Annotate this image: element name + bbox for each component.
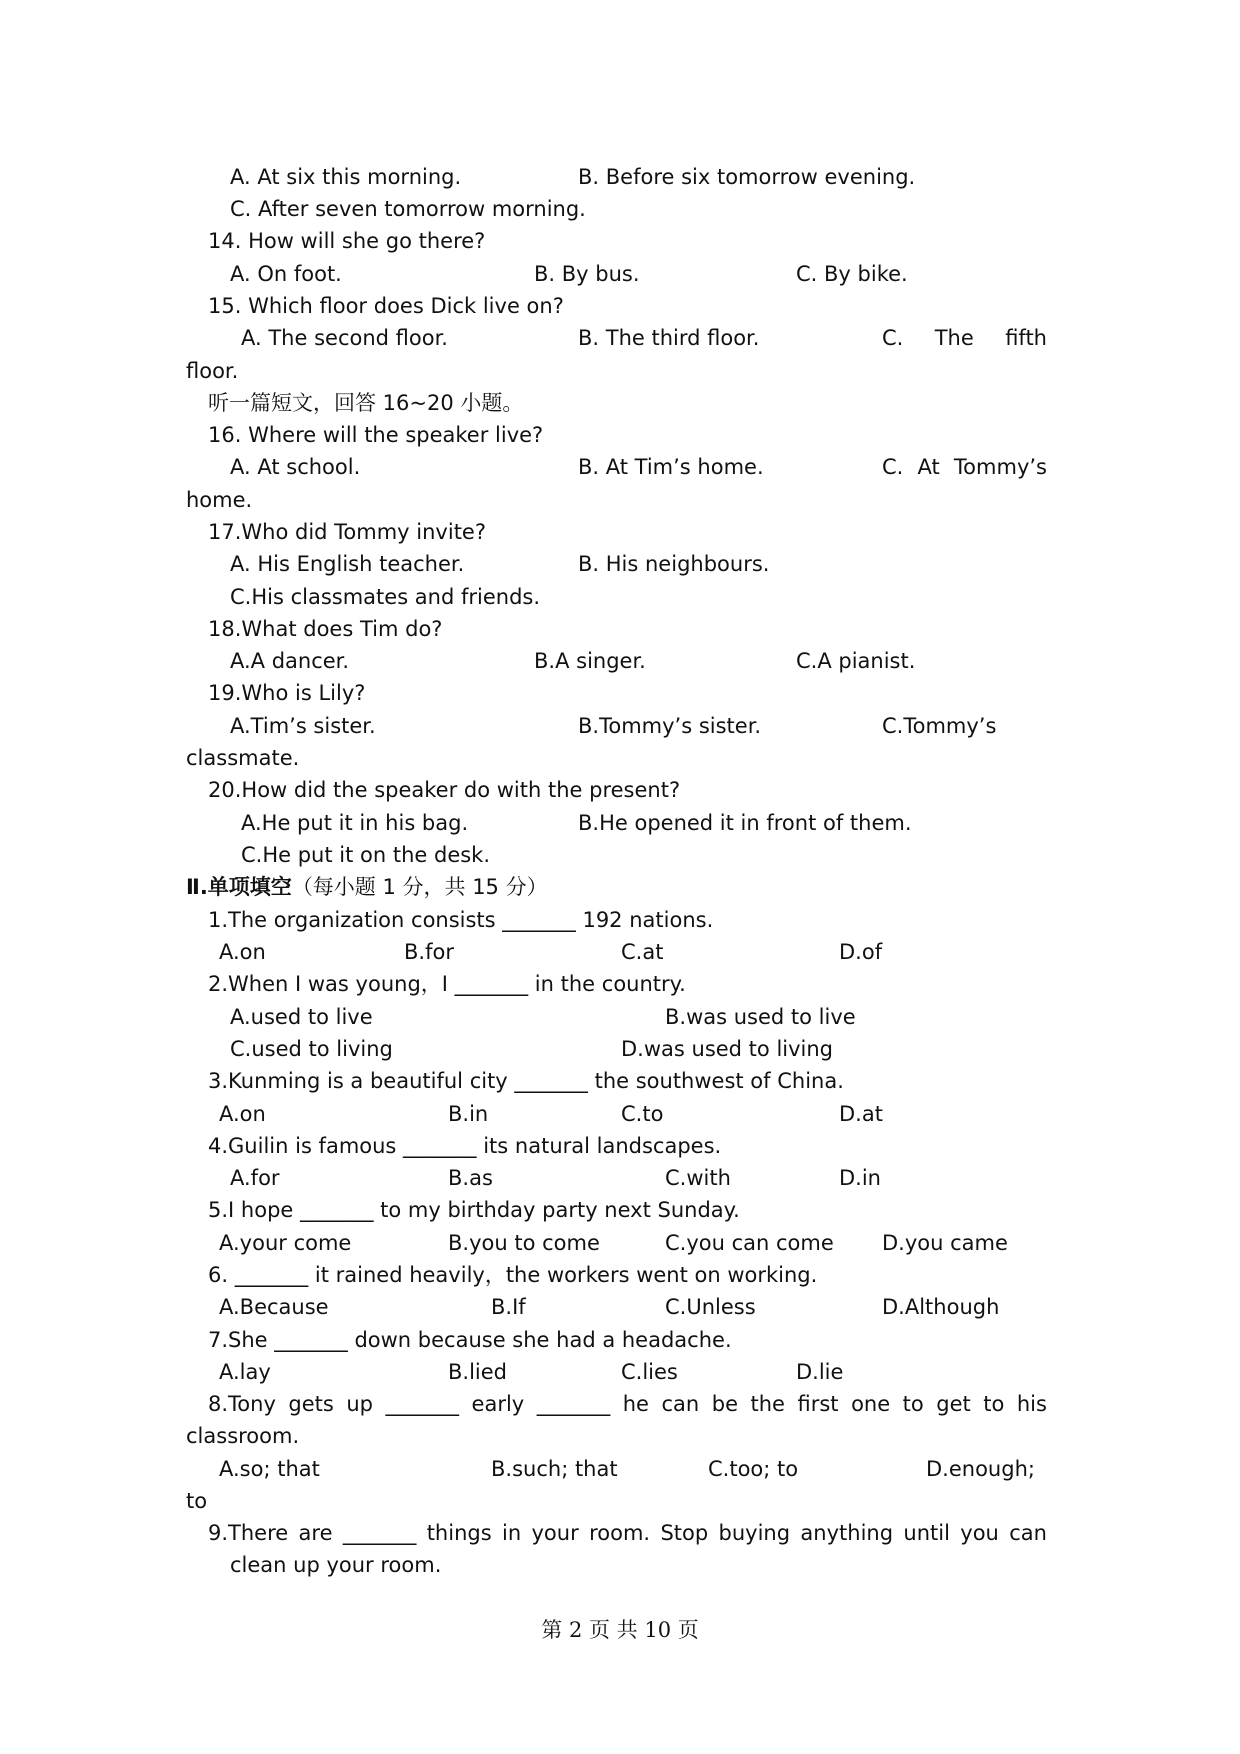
s2-q9-word: Stop <box>660 1521 709 1545</box>
q15-question: 15. Which floor does Dick live on? <box>208 294 564 318</box>
q16-option-c-word: Tommy’s <box>953 455 1047 479</box>
s2-q8-word: he <box>622 1392 649 1416</box>
passage-instruction: 听一篇短文，回答 16~20 小题。 <box>208 391 524 415</box>
q18-option-b: B.A singer. <box>534 649 646 673</box>
s2-q8-word: gets <box>288 1392 334 1416</box>
s2-q9-word: can <box>1009 1521 1047 1545</box>
s2-q9-word: your <box>531 1521 579 1545</box>
s2-q8-option-a: A.so; that <box>219 1457 320 1481</box>
s2-q1-option-d: D.of <box>839 940 883 964</box>
q20-question: 20.How did the speaker do with the present? <box>208 778 681 802</box>
s2-q8-word: the <box>750 1392 785 1416</box>
q14-option-c: C. By bike. <box>796 262 908 286</box>
s2-q8-question <box>208 1388 1047 1420</box>
q19-option-b: B.Tommy’s sister. <box>578 714 762 738</box>
q13-option-a: A. At six this morning. <box>230 165 462 189</box>
q16-question: 16. Where will the speaker live? <box>208 423 544 447</box>
q16-option-c-word: C. <box>882 455 904 479</box>
s2-q9-word: you <box>960 1521 999 1545</box>
q14-question: 14. How will she go there? <box>208 229 486 253</box>
q15-option-c-continued: floor. <box>186 359 239 383</box>
s2-q5-question: 5.I hope _______ to my birthday party next Sunday. <box>208 1198 740 1222</box>
q17-option-b: B. His neighbours. <box>578 552 770 576</box>
q15-option-a: A. The second floor. <box>241 326 448 350</box>
section-title: Ⅱ.单项填空 <box>186 875 292 899</box>
s2-q1-question: 1.The organization consists _______ 192 nations. <box>208 908 714 932</box>
s2-q9-blank: _______ <box>342 1521 417 1545</box>
section-heading <box>186 871 548 903</box>
s2-q5-option-c: C.you can come <box>665 1231 834 1255</box>
s2-q4-option-a: A.for <box>230 1166 280 1190</box>
s2-q8-blank: _______ <box>536 1392 611 1416</box>
q20-option-b: B.He opened it in front of them. <box>578 811 912 835</box>
page-number: 第 2 页 共 10 页 <box>541 1618 699 1642</box>
s2-q2-option-b: B.was used to live <box>665 1005 856 1029</box>
q15-option-c-word: fifth <box>1005 326 1047 350</box>
s2-q1-option-a: A.on <box>219 940 266 964</box>
s2-q2-option-a: A.used to live <box>230 1005 373 1029</box>
s2-q8-word: can <box>661 1392 700 1416</box>
s2-q7-option-a: A.lay <box>219 1360 271 1384</box>
s2-q8-question-continued: classroom. <box>186 1424 300 1448</box>
s2-q6-option-a: A.Because <box>219 1295 329 1319</box>
s2-q8-word: up <box>346 1392 373 1416</box>
q17-option-c: C.His classmates and friends. <box>230 585 541 609</box>
s2-q7-option-d: D.lie <box>796 1360 844 1384</box>
s2-q7-question: 7.She _______ down because she had a headache. <box>208 1328 732 1352</box>
s2-q9-word: things <box>426 1521 492 1545</box>
s2-q9-word: in <box>502 1521 522 1545</box>
q16-option-c-continued: home. <box>186 488 253 512</box>
q18-option-c: C.A pianist. <box>796 649 916 673</box>
s2-q9-word: buying <box>718 1521 791 1545</box>
q18-option-a: A.A dancer. <box>230 649 350 673</box>
s2-q8-word: first <box>797 1392 839 1416</box>
s2-q9-word: 9.There <box>208 1521 289 1545</box>
s2-q3-question: 3.Kunming is a beautiful city _______ the southwest of China. <box>208 1069 844 1093</box>
s2-q8-option-c: C.too; to <box>708 1457 799 1481</box>
s2-q9-question-continued: clean up your room. <box>230 1553 442 1577</box>
q19-option-c: C.Tommy’s <box>882 714 997 738</box>
q20-option-c: C.He put it on the desk. <box>241 843 491 867</box>
s2-q8-option-d-continued: to <box>186 1489 208 1513</box>
q16-option-a: A. At school. <box>230 455 361 479</box>
s2-q7-option-b: B.lied <box>448 1360 508 1384</box>
q18-question: 18.What does Tim do? <box>208 617 443 641</box>
q16-option-c-word: At <box>917 455 940 479</box>
s2-q8-word: 8.Tony <box>208 1392 276 1416</box>
q15-option-c-word: C. <box>882 326 904 350</box>
s2-q6-question: 6. _______ it rained heavily，the workers went on working. <box>208 1263 818 1287</box>
q15-option-c <box>882 322 1047 354</box>
s2-q9-word: are <box>298 1521 333 1545</box>
section-note: （每小题 1 分，共 15 分） <box>291 875 548 899</box>
s2-q5-option-a: A.your come <box>219 1231 352 1255</box>
s2-q6-option-d: D.Although <box>882 1295 1000 1319</box>
s2-q8-word: his <box>1016 1392 1047 1416</box>
q16-option-c <box>882 451 1047 483</box>
s2-q9-word: room. <box>589 1521 651 1545</box>
s2-q6-option-b: B.If <box>491 1295 526 1319</box>
s2-q9-question <box>208 1517 1047 1549</box>
q15-option-c-word: The <box>934 326 974 350</box>
s2-q7-option-c: C.lies <box>621 1360 678 1384</box>
s2-q5-option-d: D.you came <box>882 1231 1008 1255</box>
q16-option-b: B. At Tim’s home. <box>578 455 764 479</box>
s2-q3-option-b: B.in <box>448 1102 489 1126</box>
s2-q8-word: get <box>936 1392 971 1416</box>
s2-q9-word: until <box>903 1521 950 1545</box>
s2-q8-option-b: B.such; that <box>491 1457 618 1481</box>
s2-q8-word: one <box>851 1392 891 1416</box>
s2-q8-option-d: D.enough; <box>926 1457 1035 1481</box>
s2-q8-word: to <box>983 1392 1005 1416</box>
s2-q3-option-c: C.to <box>621 1102 664 1126</box>
q19-option-a: A.Tim’s sister. <box>230 714 376 738</box>
s2-q8-word: to <box>902 1392 924 1416</box>
s2-q2-question: 2.When I was young，I _______ in the country. <box>208 972 686 996</box>
s2-q3-option-a: A.on <box>219 1102 266 1126</box>
s2-q4-option-d: D.in <box>839 1166 881 1190</box>
s2-q4-option-b: B.as <box>448 1166 493 1190</box>
s2-q2-option-c: C.used to living <box>230 1037 393 1061</box>
q13-option-c: C. After seven tomorrow morning. <box>230 197 586 221</box>
s2-q8-word: be <box>711 1392 738 1416</box>
s2-q8-blank: _______ <box>385 1392 460 1416</box>
s2-q4-question: 4.Guilin is famous _______ its natural landscapes. <box>208 1134 722 1158</box>
s2-q8-word: early <box>471 1392 525 1416</box>
q13-option-b: B. Before six tomorrow evening. <box>578 165 916 189</box>
s2-q9-word: anything <box>800 1521 894 1545</box>
q17-option-a: A. His English teacher. <box>230 552 465 576</box>
q14-option-b: B. By bus. <box>534 262 640 286</box>
s2-q3-option-d: D.at <box>839 1102 883 1126</box>
s2-q1-option-c: C.at <box>621 940 664 964</box>
s2-q1-option-b: B.for <box>404 940 454 964</box>
s2-q2-option-d: D.was used to living <box>621 1037 834 1061</box>
q15-option-b: B. The third floor. <box>578 326 760 350</box>
q19-option-c-continued: classmate. <box>186 746 300 770</box>
s2-q4-option-c: C.with <box>665 1166 731 1190</box>
q14-option-a: A. On foot. <box>230 262 342 286</box>
q17-question: 17.Who did Tommy invite? <box>208 520 486 544</box>
s2-q5-option-b: B.you to come <box>448 1231 600 1255</box>
q20-option-a: A.He put it in his bag. <box>241 811 469 835</box>
q19-question: 19.Who is Lily? <box>208 681 366 705</box>
s2-q6-option-c: C.Unless <box>665 1295 756 1319</box>
